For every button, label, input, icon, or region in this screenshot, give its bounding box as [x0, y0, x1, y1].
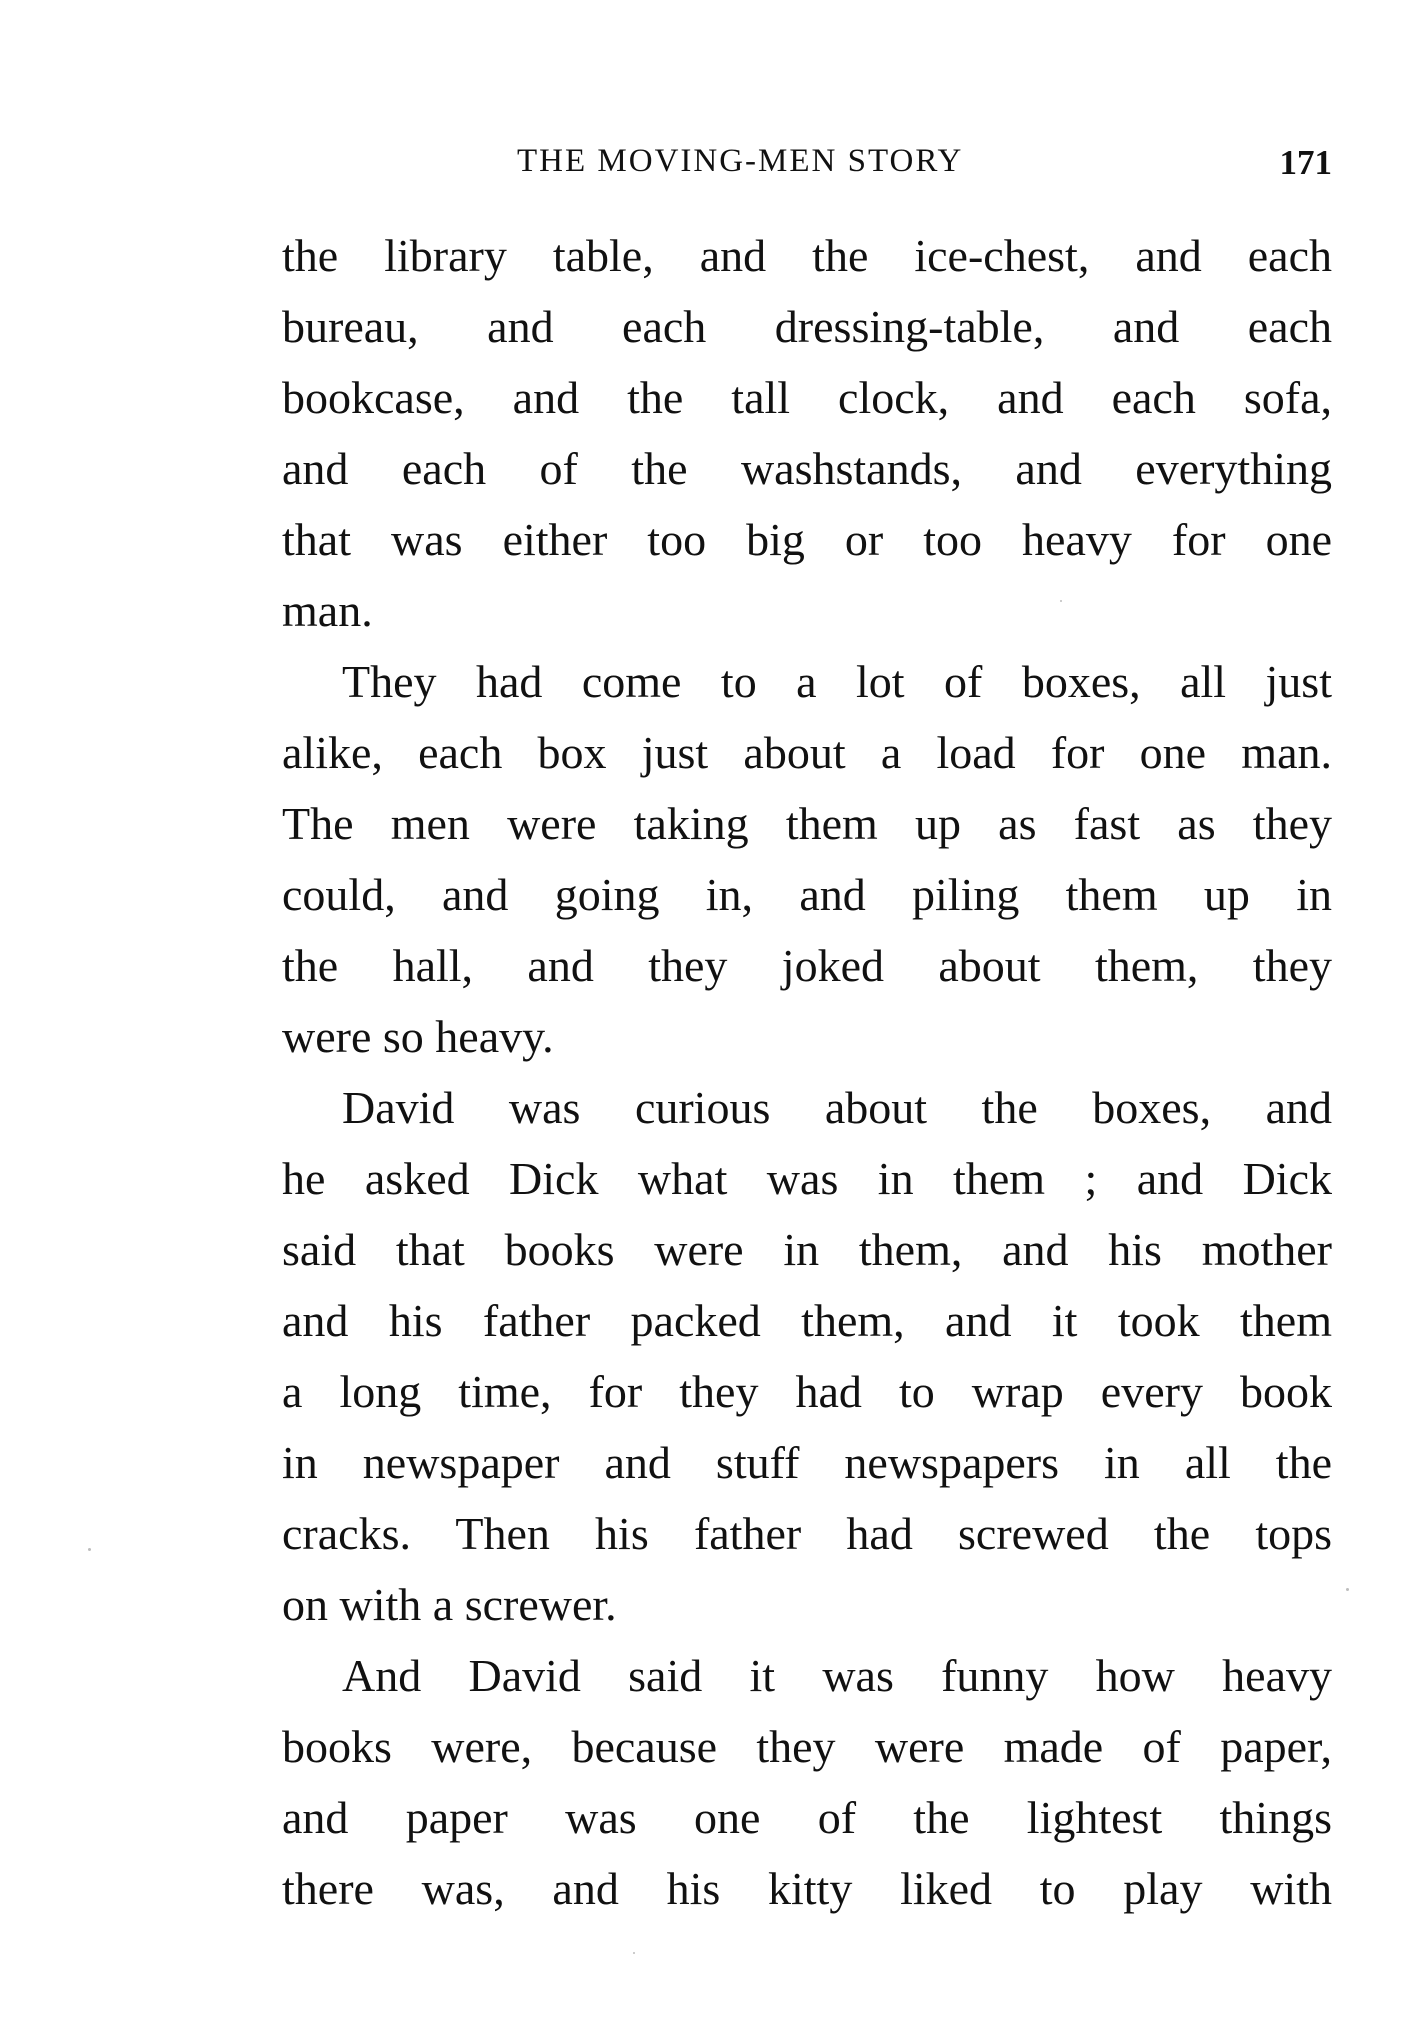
paragraph-3 [282, 1072, 1332, 1640]
text-line: and his father packed them, and it took them [282, 1295, 1332, 1346]
text-line: bureau, and each dressing-table, and each [282, 301, 1332, 352]
text-line: said that books were in them, and his mother [282, 1224, 1332, 1275]
text-line: man. [282, 585, 373, 636]
text-line: alike, each box just about a load for one man. [282, 727, 1332, 778]
paper-speck [633, 1952, 635, 1954]
text-line: and each of the washstands, and everything [282, 443, 1332, 494]
running-title: THE MOVING-MEN STORY [517, 143, 964, 179]
text-line: he asked Dick what was in them ; and Dick [282, 1153, 1332, 1204]
text-line: could, and going in, and piling them up in [282, 869, 1332, 920]
text-line: books were, because they were made of paper, [282, 1721, 1332, 1772]
text-line: on with a screwer. [282, 1579, 617, 1630]
text-line: cracks. Then his father had screwed the tops [282, 1508, 1332, 1559]
running-head [282, 143, 1332, 193]
text-line: that was either too big or too heavy for one [282, 514, 1332, 565]
paper-speck [1346, 1588, 1349, 1591]
text-line: and paper was one of the lightest things [282, 1792, 1332, 1843]
text-line: the library table, and the ice-chest, and each [282, 230, 1332, 281]
text-line: David was curious about the boxes, and [342, 1082, 1332, 1133]
text-line: there was, and his kitty liked to play with [282, 1863, 1332, 1914]
text-line: bookcase, and the tall clock, and each sofa, [282, 372, 1332, 423]
paragraph-1 [282, 220, 1332, 646]
body-text [282, 220, 1332, 1924]
text-line: They had come to a lot of boxes, all just [342, 656, 1332, 707]
paper-speck [1060, 600, 1062, 602]
text-line: were so heavy. [282, 1011, 554, 1062]
page-number: 171 [1279, 143, 1332, 182]
text-line: the hall, and they joked about them, they [282, 940, 1332, 991]
paper-speck [88, 1548, 91, 1551]
text-line: in newspaper and stuff newspapers in all the [282, 1437, 1332, 1488]
text-line: And David said it was funny how heavy [342, 1650, 1332, 1701]
text-line: The men were taking them up as fast as they [282, 798, 1332, 849]
text-line: a long time, for they had to wrap every book [282, 1366, 1332, 1417]
paragraph-2 [282, 646, 1332, 1072]
paragraph-4 [282, 1640, 1332, 1924]
